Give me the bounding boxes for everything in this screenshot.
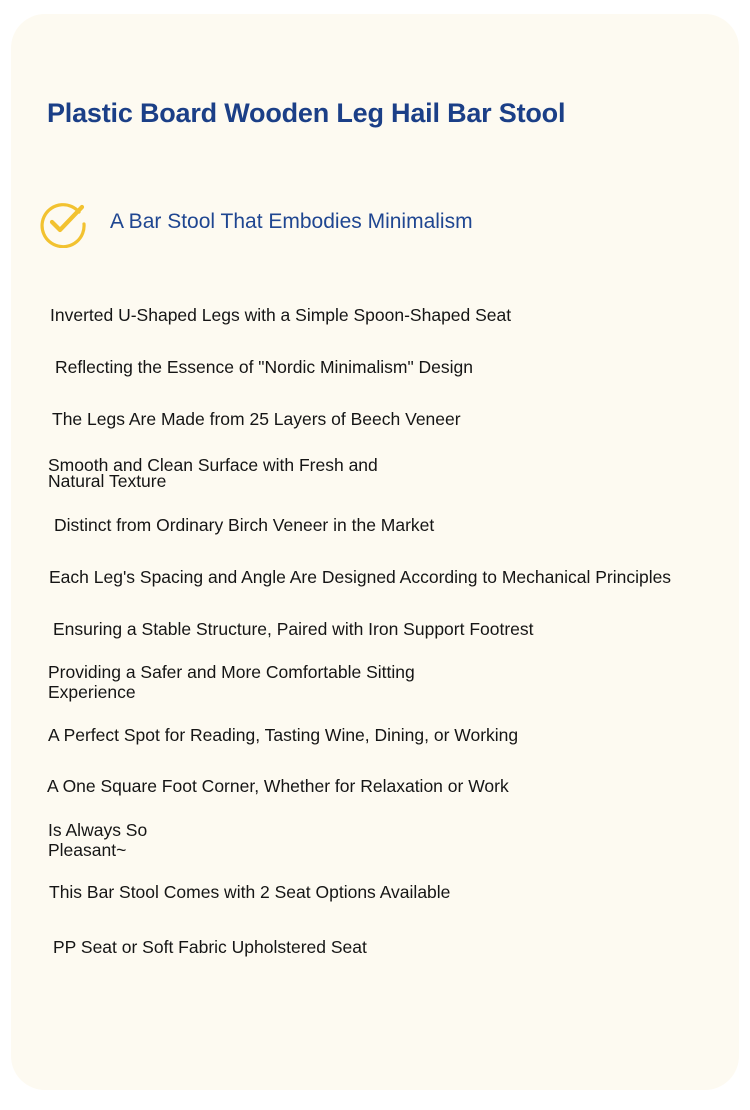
feature-text	[52, 409, 461, 429]
feature-line: Reflecting the Essence of "Nordic Minimalism" Design	[55, 357, 474, 377]
content-card	[11, 14, 739, 1090]
feature-line: Is Always So	[48, 820, 148, 840]
feature-text	[49, 882, 450, 902]
feature-line: The Legs Are Made from 25 Layers of Beech Veneer	[52, 409, 461, 429]
feature-text	[55, 357, 473, 377]
feature-text	[48, 725, 518, 745]
feature-line: Pleasant~	[48, 840, 127, 860]
feature-line: Distinct from Ordinary Birch Veneer in the Market	[54, 515, 435, 535]
feature-line: Ensuring a Stable Structure, Paired with Iron Support Footrest	[53, 619, 534, 639]
feature-text	[48, 820, 147, 860]
feature-text	[49, 567, 671, 587]
feature-text	[54, 515, 434, 535]
feature-line: PP Seat or Soft Fabric Upholstered Seat	[53, 937, 367, 957]
feature-line: Each Leg's Spacing and Angle Are Designed According to Mechanical Principles	[49, 567, 672, 587]
subtitle: A Bar Stool That Embodies Minimalism	[110, 210, 473, 233]
feature-text	[48, 662, 415, 702]
feature-line: A Perfect Spot for Reading, Tasting Wine, Dining, or Working	[48, 725, 519, 745]
feature-text	[50, 305, 511, 325]
feature-text	[53, 937, 367, 957]
feature-line: Smooth and Clean Surface with Fresh and	[48, 455, 378, 475]
feature-text	[48, 457, 378, 489]
page-title: Plastic Board Wooden Leg Hail Bar Stool	[47, 98, 566, 128]
feature-text	[47, 776, 509, 796]
feature-text	[53, 619, 534, 639]
feature-line: Experience	[48, 682, 136, 702]
feature-line: Inverted U-Shaped Legs with a Simple Spoon-Shaped Seat	[50, 305, 512, 325]
feature-line: This Bar Stool Comes with 2 Seat Options Available	[49, 882, 451, 902]
check-circle-icon	[38, 198, 88, 248]
feature-line: Providing a Safer and More Comfortable Sitting	[48, 662, 415, 682]
feature-line: A One Square Foot Corner, Whether for Relaxation or Work	[47, 776, 509, 796]
feature-line: Natural Texture	[48, 471, 167, 491]
